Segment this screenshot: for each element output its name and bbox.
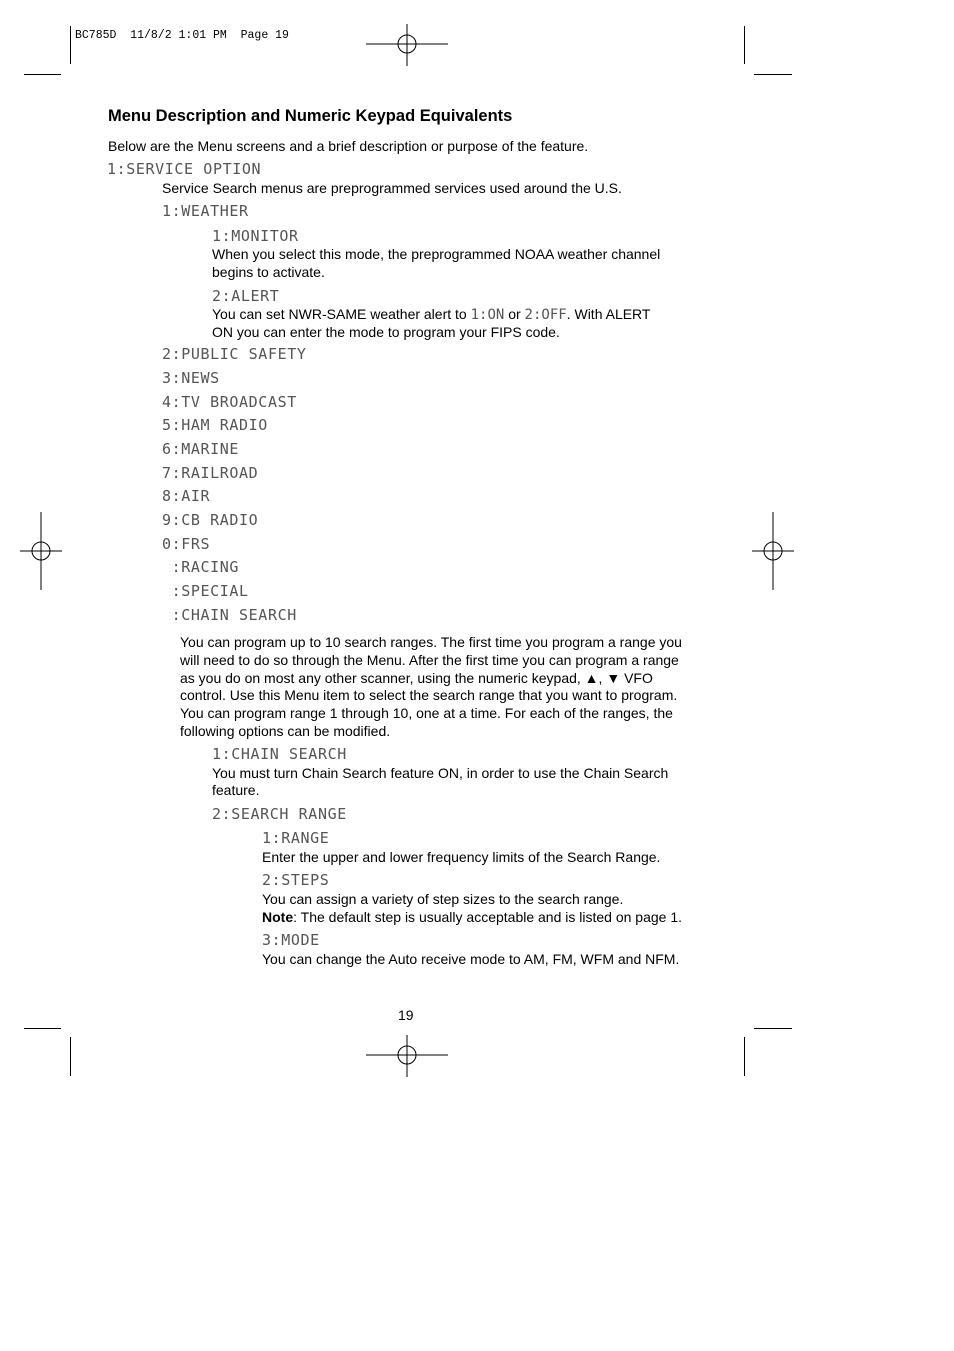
registration-mark xyxy=(366,1035,448,1077)
menu-label-weather: 1:WEATHER xyxy=(162,202,249,220)
crop-mark xyxy=(24,74,61,75)
chain-search-paragraph-line2: will need to do so through the Menu. After the first time you can program a range xyxy=(180,652,679,668)
menu-item-ham-radio: 5:HAM RADIO xyxy=(162,416,268,434)
menu-item-news: 3:NEWS xyxy=(162,369,220,387)
menu-label-alert: 2:ALERT xyxy=(212,287,280,305)
menu-label-mode: 3:MODE xyxy=(262,931,320,949)
chain-search-paragraph-line5: You can program range 1 through 10, one at a time. For each of the ranges, the xyxy=(180,705,673,721)
crop-mark xyxy=(744,26,745,64)
menu-label-service-option: 1:SERVICE OPTION xyxy=(107,160,262,178)
crop-mark xyxy=(70,26,71,64)
page-title: Menu Description and Numeric Keypad Equivalents xyxy=(108,107,513,125)
menu-item-air: 8:AIR xyxy=(162,487,211,505)
chain-search-paragraph-line1: You can program up to 10 search ranges. The first time you program a range you xyxy=(180,634,682,650)
menu-item-marine: 6:MARINE xyxy=(162,440,240,458)
note-label: Note xyxy=(262,909,294,925)
alert-off-option: 2:OFF xyxy=(524,307,567,323)
mode-description: You can change the Auto receive mode to AM, FM, WFM and NFM. xyxy=(262,951,680,967)
chain-search-description-line2: feature. xyxy=(212,782,260,798)
crop-mark xyxy=(754,74,792,75)
print-slug: BC785D 11/8/2 1:01 PM Page 19 xyxy=(75,29,289,42)
monitor-description-line2: begins to activate. xyxy=(212,264,325,280)
registration-mark xyxy=(20,512,62,590)
chain-search-paragraph-line6: following options can be modified. xyxy=(180,723,391,739)
registration-mark xyxy=(752,512,794,590)
steps-description: You can assign a variety of step sizes to the search range. xyxy=(262,891,624,907)
menu-item-public-safety: 2:PUBLIC SAFETY xyxy=(162,345,307,363)
service-option-description: Service Search menus are preprogrammed services used around the U.S. xyxy=(162,180,622,196)
crop-mark xyxy=(744,1037,745,1076)
alert-description-line1 xyxy=(212,305,650,324)
crop-mark xyxy=(70,1037,71,1076)
chain-search-paragraph-line4: control. Use this Menu item to select the search range that you want to program. xyxy=(180,687,678,703)
steps-note xyxy=(262,908,682,926)
chain-search-paragraph-line3: as you do on most any other scanner, using the numeric keypad, ▲, ▼ VFO xyxy=(180,670,653,686)
page-number: 19 xyxy=(398,1007,414,1023)
alert-desc-pre: You can set NWR-SAME weather alert to xyxy=(212,306,471,322)
menu-item-special: :SPECIAL xyxy=(162,582,249,600)
crop-mark xyxy=(24,1028,61,1029)
menu-item-tv-broadcast: 4:TV BROADCAST xyxy=(162,393,297,411)
note-text: : The default step is usually acceptable and is listed on page 1. xyxy=(293,909,683,925)
alert-description-line2: ON you can enter the mode to program your FIPS code. xyxy=(212,324,560,340)
menu-label-chain-search: 1:CHAIN SEARCH xyxy=(212,745,347,763)
menu-item-frs: 0:FRS xyxy=(162,535,211,553)
menu-label-range: 1:RANGE xyxy=(262,829,330,847)
alert-desc-or: or xyxy=(504,306,525,322)
menu-item-railroad: 7:RAILROAD xyxy=(162,464,259,482)
menu-item-chain-search: :CHAIN SEARCH xyxy=(162,606,297,624)
intro-text: Below are the Menu screens and a brief description or purpose of the feature. xyxy=(108,138,589,154)
alert-desc-post: . With ALERT xyxy=(566,306,651,322)
monitor-description-line1: When you select this mode, the preprogrammed NOAA weather channel xyxy=(212,246,661,262)
menu-item-cb-radio: 9:CB RADIO xyxy=(162,511,259,529)
menu-item-racing: :RACING xyxy=(162,558,240,576)
menu-label-monitor: 1:MONITOR xyxy=(212,227,299,245)
menu-label-search-range: 2:SEARCH RANGE xyxy=(212,805,347,823)
alert-on-option: 1:ON xyxy=(470,307,505,323)
range-description: Enter the upper and lower frequency limits of the Search Range. xyxy=(262,849,661,865)
registration-mark xyxy=(366,24,448,66)
chain-search-description-line1: You must turn Chain Search feature ON, in order to use the Chain Search xyxy=(212,765,669,781)
crop-mark xyxy=(754,1028,792,1029)
menu-label-steps: 2:STEPS xyxy=(262,871,330,889)
